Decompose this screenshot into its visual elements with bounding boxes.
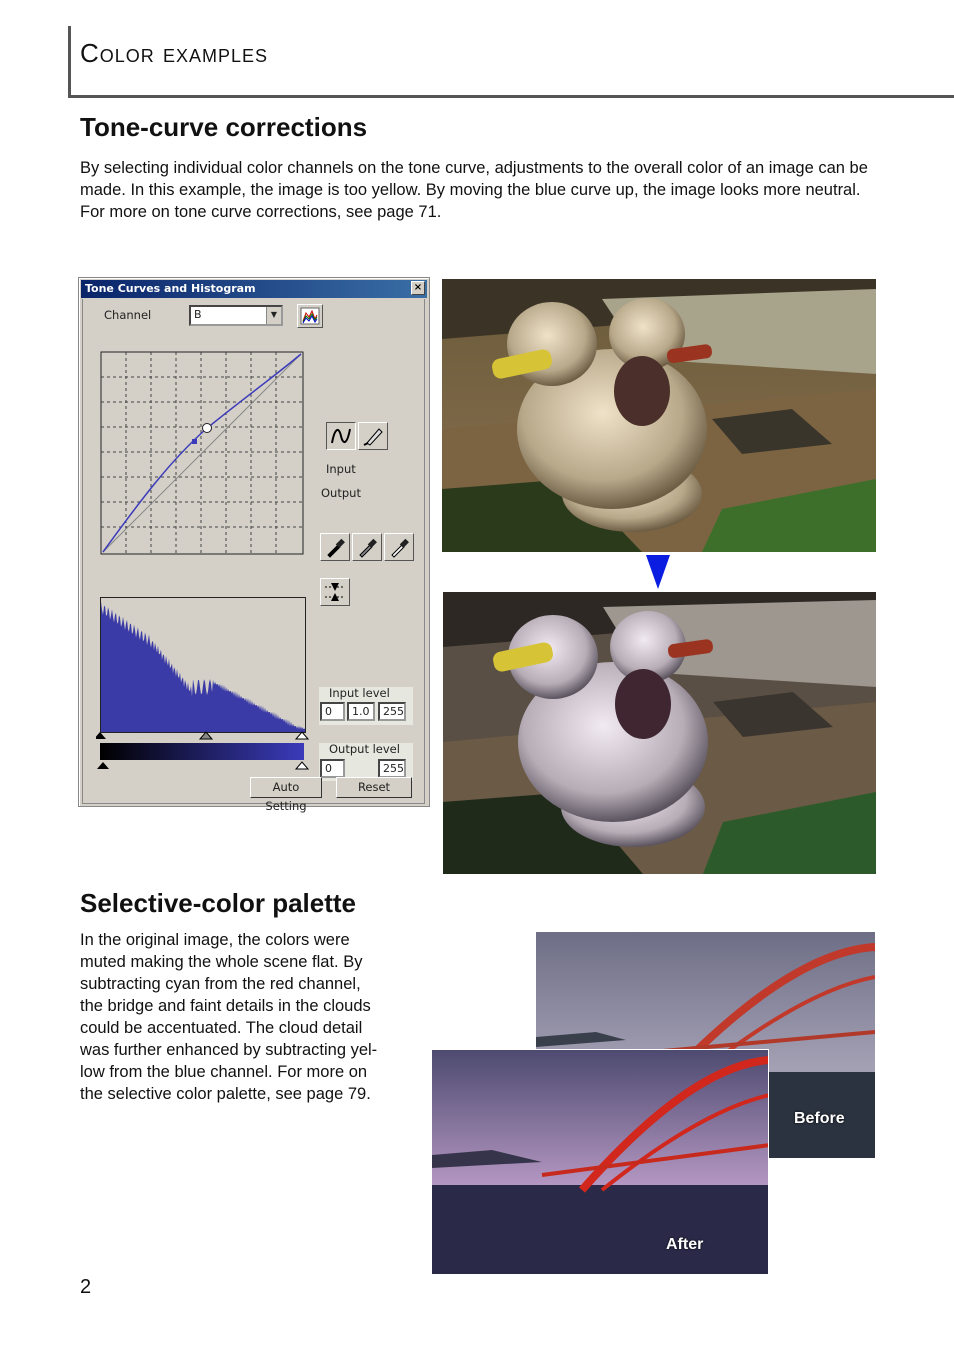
channel-value: B (194, 308, 202, 321)
paragraph-line: subtracting cyan from the red channel, (80, 975, 361, 993)
paragraph-line: was further enhanced by subtracting yel- (80, 1041, 378, 1059)
curve-icon (327, 423, 355, 449)
paragraph-line: low from the blue channel. For more on (80, 1063, 368, 1081)
dialog-title-bar (81, 280, 427, 298)
output-gradient-bar (100, 743, 304, 760)
input-white-slider[interactable] (296, 732, 308, 739)
input-white-field[interactable]: 255 (378, 702, 406, 721)
dialog-title: Tone Curves and Histogram (85, 282, 256, 295)
eyedropper-white-icon (385, 534, 413, 560)
selective-color-paragraph (80, 929, 420, 1105)
output-level-label: Output level (329, 742, 400, 756)
level-slider-track[interactable] (96, 729, 310, 779)
gray-point-eyedropper-button[interactable] (352, 533, 382, 561)
rgb-histogram-icon (298, 305, 322, 327)
output-black-field[interactable]: 0 (320, 759, 345, 778)
bridge-after-photo (431, 1049, 769, 1275)
tone-curve-heading: Tone-curve corrections (80, 112, 368, 142)
black-point-eyedropper-button[interactable] (320, 533, 350, 561)
arrow-down-icon (646, 555, 670, 589)
after-caption: After (666, 1236, 704, 1253)
input-black-field[interactable]: 0 (320, 702, 345, 721)
paragraph-line: the selective color palette, see page 79. (80, 1085, 371, 1103)
section-title: Color examples (80, 38, 269, 68)
output-black-slider[interactable] (97, 762, 109, 769)
input-level-label: Input level (329, 686, 390, 700)
freehand-mode-button[interactable] (358, 422, 388, 450)
paragraph-line: muted making the whole scene flat. By (80, 953, 363, 971)
auto-setting-button[interactable]: Auto Setting (250, 777, 322, 798)
selective-color-heading: Selective-color palette (80, 888, 356, 918)
input-gamma-field[interactable]: 1.0 (347, 702, 375, 721)
curve-mode-button[interactable] (326, 422, 356, 450)
paragraph-line: could be accentuated. The cloud detail (80, 1019, 363, 1037)
reset-button[interactable]: Reset (336, 777, 412, 798)
paragraph-line: the bridge and faint details in the clouds (80, 997, 371, 1015)
auto-adjust-button[interactable] (320, 578, 350, 606)
white-point-eyedropper-button[interactable] (384, 533, 414, 561)
channel-label: Channel (104, 308, 152, 322)
eyedropper-gray-icon (353, 534, 381, 560)
tone-curve-paragraph: By selecting individual color channels on the tone curve, adjustments to the overall color of an image can be made. In this example, the image is too yellow. By moving the blue curve up, the image looks more neutral. For more on tone curve corrections, see page 71. (80, 159, 868, 221)
curve-control-point[interactable] (203, 424, 212, 433)
paragraph-line: In the original image, the colors were (80, 931, 350, 949)
input-black-slider[interactable] (96, 732, 106, 739)
channel-select[interactable] (189, 305, 283, 326)
header-rule-vertical (68, 26, 71, 98)
pencil-icon (359, 423, 387, 449)
eyedropper-black-icon (321, 534, 349, 560)
page-number: 2 (80, 1276, 92, 1298)
chevron-down-icon: ▼ (266, 307, 281, 324)
histogram-chart (100, 597, 306, 733)
curve-point[interactable] (192, 439, 197, 444)
input-readout-label: Input (326, 462, 356, 476)
header-rule-horizontal (68, 95, 954, 98)
input-gamma-slider[interactable] (200, 732, 212, 739)
close-button[interactable]: × (411, 281, 425, 295)
tone-curves-dialog (78, 277, 430, 813)
output-white-slider[interactable] (296, 762, 308, 769)
dialog-body (82, 299, 425, 813)
before-caption: Before (794, 1110, 845, 1127)
koala-after-photo (443, 592, 876, 874)
tone-curve-graph[interactable] (100, 351, 304, 555)
output-white-field[interactable]: 255 (378, 759, 406, 778)
levels-adjust-icon (321, 579, 349, 605)
koala-before-photo (442, 279, 876, 552)
histogram-toggle-button[interactable] (297, 304, 323, 328)
output-readout-label: Output (321, 486, 361, 500)
